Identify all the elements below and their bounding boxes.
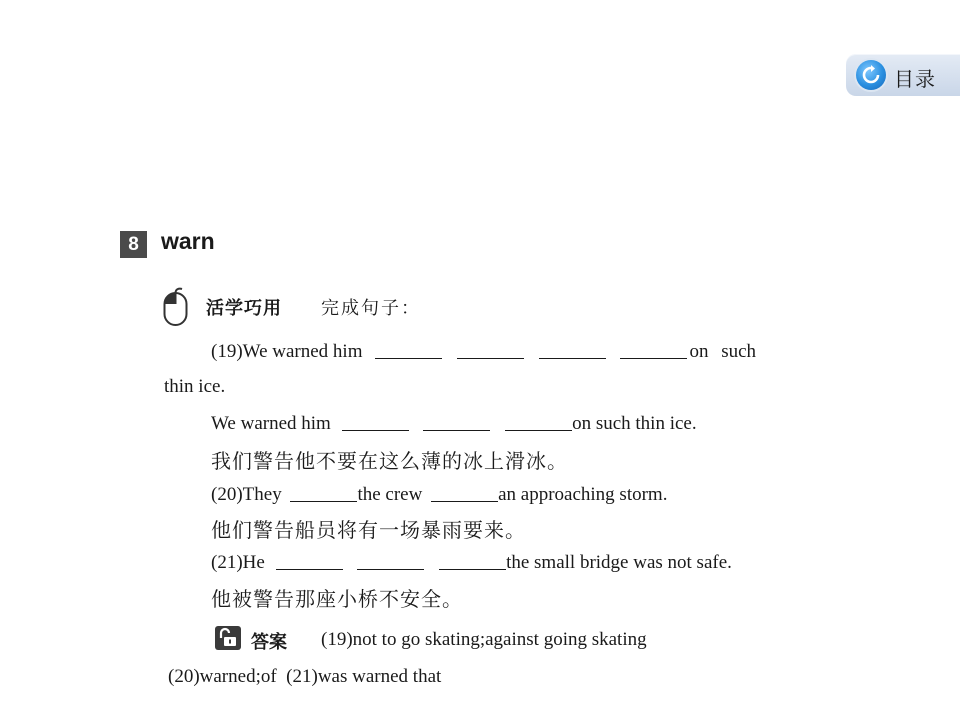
- section-number-badge: 8: [120, 231, 147, 258]
- answer-blank: [342, 411, 409, 431]
- section-title: warn: [161, 228, 215, 254]
- q19-alt-line: [211, 411, 697, 435]
- answer-blank: [423, 411, 490, 431]
- q21-prefix: (21)He: [211, 552, 265, 573]
- answer-blank: [505, 411, 572, 431]
- unlock-icon[interactable]: [214, 625, 242, 651]
- answer-blank: [276, 550, 343, 570]
- q20-line: [211, 482, 667, 506]
- q20-translation: 他们警告船员将有一场暴雨要来。: [211, 518, 526, 542]
- q19-translation: 我们警告他不要在这么薄的冰上滑冰。: [211, 449, 568, 473]
- q19-line: [211, 339, 756, 363]
- answer-blank: [457, 339, 524, 359]
- q20-middle: the crew: [357, 484, 423, 505]
- q19-suffix: on such: [689, 341, 757, 362]
- toc-label: 目录: [894, 67, 936, 91]
- exercise-heading: 活学巧用: [206, 298, 282, 319]
- toc-button[interactable]: [846, 54, 960, 96]
- answer-blank: [375, 339, 442, 359]
- answer-label: 答案: [251, 632, 287, 653]
- answer-line-2: (20)warned;of (21)was warned that: [168, 666, 442, 687]
- q21-line: [211, 550, 732, 574]
- q20-prefix: (20)They: [211, 484, 282, 505]
- answer-line-1: (19)not to go skating;against going skating: [321, 629, 647, 650]
- mouse-icon: [163, 287, 189, 327]
- refresh-icon: [856, 60, 886, 90]
- q20-suffix: an approaching storm.: [498, 484, 668, 505]
- answer-blank: [290, 482, 357, 502]
- q19-alt-prefix: We warned him: [211, 413, 331, 434]
- q19-continuation: thin ice.: [164, 376, 226, 397]
- exercise-instruction: 完成句子：: [321, 298, 421, 319]
- q21-suffix: the small bridge was not safe.: [506, 552, 732, 573]
- answer-blank: [439, 550, 506, 570]
- answer-blank: [357, 550, 424, 570]
- q21-translation: 他被警告那座小桥不安全。: [211, 587, 463, 611]
- q19-alt-suffix: on such thin ice.: [572, 413, 697, 434]
- q19-prefix: (19)We warned him: [211, 341, 363, 362]
- answer-blank: [431, 482, 498, 502]
- answer-blank: [620, 339, 687, 359]
- answer-blank: [539, 339, 606, 359]
